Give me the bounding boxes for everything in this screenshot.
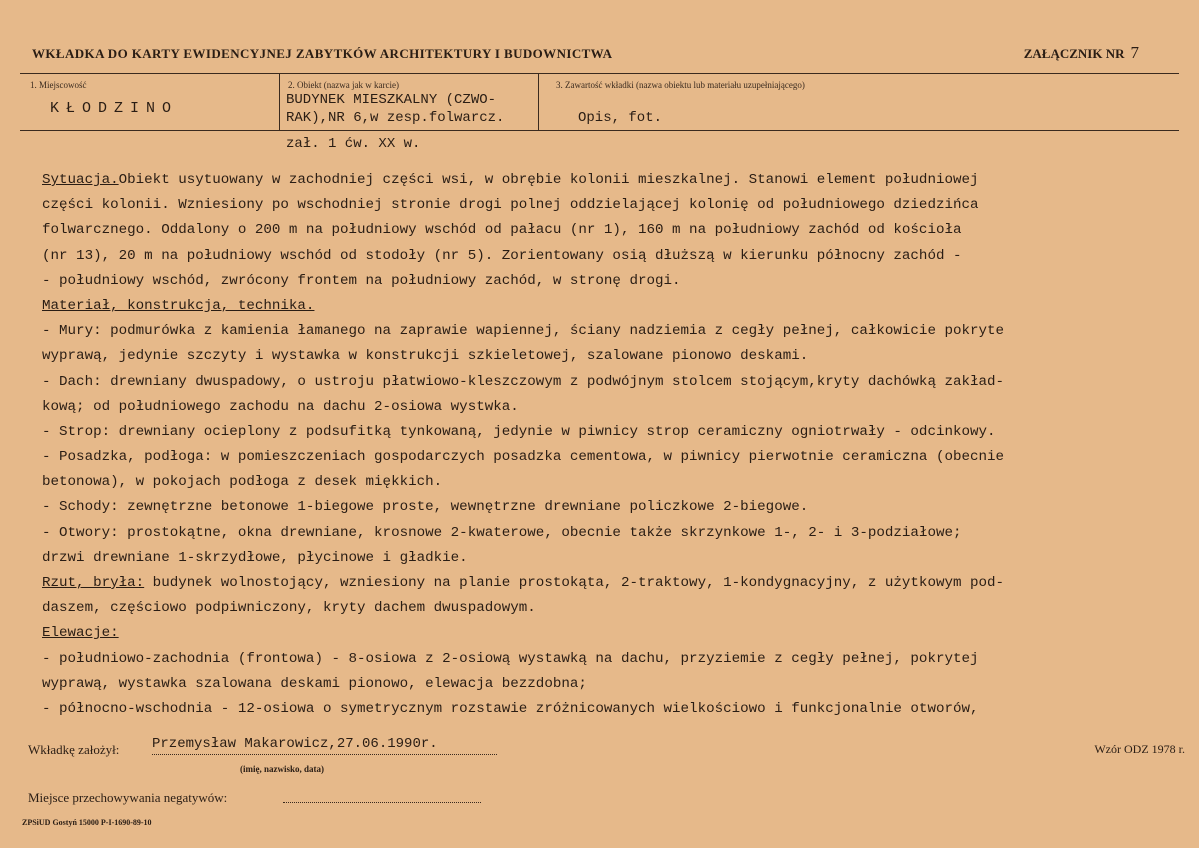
object-label: 2. Obiekt (nazwa jak w karcie): [288, 80, 399, 90]
body-line: - Dach: drewniany dwuspadowy, o ustroju płatwiowo-kleszczowym z podwójnym stolcem stojącym,kryty dachówką zakład-: [42, 373, 1005, 390]
section-heading-situation: Sytuacja.: [42, 172, 119, 188]
body-line: drzwi drewniane 1-skrzydłowe, płycinowe i gładkie.: [42, 549, 468, 566]
body-line: - Schody: zewnętrzne betonowe 1-biegowe proste, wewnętrzne drewniane policzkowe 2-biegowe.: [42, 499, 809, 516]
printer-imprint: ZPSiUD Gostyń 15000 P-I-1690-89-10: [22, 818, 152, 827]
locality-value: KŁODZINO: [50, 100, 179, 117]
body-text-span: Obiekt usytuowany w zachodniej części wsi, w obrębie kolonii mieszkalnej. Stanowi element południowej: [118, 172, 979, 188]
body-line: wyprawą, wystawka szalowana deskami pionowo, elewacja bezzdobna;: [42, 675, 587, 692]
body-line: [42, 168, 1177, 193]
body-line: - Mury: podmurówka z kamienia łamanego na zaprawie wapiennej, ściany nadziemia z cegły pełnej, całkowicie pokryte: [42, 323, 1005, 340]
body-line: - Strop: drewniany ocieplony z podsufitką tynkowaną, jedynie w piwnicy strop ceramiczny ogniotrwały - odcinkowy.: [42, 423, 996, 440]
column-divider-2: [538, 74, 539, 130]
document-title: WKŁADKA DO KARTY EWIDENCYJNEJ ZABYTKÓW ARCHITEKTURY I BUDOWNICTWA: [32, 46, 613, 61]
form-identifier: Wzór ODZ 1978 r.: [1094, 742, 1185, 756]
annex-number: 7: [1130, 43, 1139, 62]
description-body: [42, 168, 1177, 722]
fields-rule: [20, 130, 1179, 131]
body-line: wyprawą, jedynie szczyty i wystawka w konstrukcji szkieletowej, szalowane pionowo deskami.: [42, 348, 809, 365]
author-label: Wkładkę założył:: [28, 742, 120, 757]
column-divider-1: [279, 74, 280, 130]
body-line: kową; od południowego zachodu na dachu 2-osiowa wystwka.: [42, 398, 519, 415]
body-line: betonowa), w pokojach podłoga z desek miękkich.: [42, 474, 443, 491]
annex-heading: [1024, 43, 1139, 63]
body-line: folwarcznego. Oddalony o 200 m na południowy wschód od pałacu (nr 1), 160 m na południowy zachód od kościoła: [42, 222, 962, 239]
body-line: - południowy wschód, zwrócony frontem na południowy zachód, w stronę drogi.: [42, 272, 681, 289]
header-rule: [20, 73, 1179, 74]
body-line: [42, 571, 1177, 596]
content-label: 3. Zawartość wkładki (nazwa obiektu lub materiału uzupełniającego): [556, 80, 805, 90]
annex-label: ZAŁĄCZNIK NR: [1023, 46, 1125, 61]
object-value-line2: RAK),NR 6,w zesp.folwarcz.: [286, 110, 505, 126]
body-line: [42, 294, 1177, 319]
body-text-span: budynek wolnostojący, wzniesiony na planie prostokąta, 2-traktowy, 1-kondygnacyjny, z użytkowym pod-: [144, 575, 1005, 591]
body-line: - Otwory: prostokątne, okna drewniane, krosnowe 2-kwaterowe, obecnie także skrzynkowe 1-, 2- i 3-podziałowe;: [42, 524, 962, 541]
section-heading-plan: Rzut, bryła:: [42, 575, 145, 591]
locality-label: 1. Miejscowość: [30, 80, 87, 90]
section-heading-elevations: Elewacje:: [42, 625, 119, 642]
content-value: Opis, fot.: [578, 110, 663, 126]
body-line: [42, 621, 1177, 646]
body-line: - południowo-zachodnia (frontowa) - 8-osiowa z 2-osiową wystawką na dachu, przyziemie z cegły pełnej, pokrytej: [42, 650, 979, 667]
body-line: - północno-wschodnia - 12-osiowa o symetrycznym rozstawie zróżnicowanych wielkościowo i funkcjonalnie otworów,: [42, 700, 979, 717]
section-heading-material: Materiał, konstrukcja, technika.: [42, 297, 315, 314]
negatives-label: Miejsce przechowywania negatywów:: [28, 790, 228, 805]
body-line: części kolonii. Wzniesiony po wschodniej stronie drogi polnej oddzielającej kolonię od południowego dziedzińca: [42, 197, 979, 214]
object-value-line1: BUDYNEK MIESZKALNY (CZWO-: [286, 92, 497, 108]
dating: zał. 1 ćw. XX w.: [286, 136, 421, 152]
author-note: (imię, nazwisko, data): [240, 764, 324, 774]
author-value: Przemysław Makarowicz,27.06.1990r.: [152, 736, 497, 755]
negatives-dotted-line: [283, 802, 481, 803]
body-line: daszem, częściowo podpiwniczony, kryty dachem dwuspadowym.: [42, 600, 536, 617]
body-line: - Posadzka, podłoga: w pomieszczeniach gospodarczych posadzka cementowa, w piwnicy pierwotnie ceramiczna (obecnie: [42, 449, 1005, 466]
object-value: [286, 91, 504, 127]
body-line: (nr 13), 20 m na południowy wschód od stodoły (nr 5). Zorientowany osią dłuższą w kierunku północny zachód -: [42, 247, 962, 264]
